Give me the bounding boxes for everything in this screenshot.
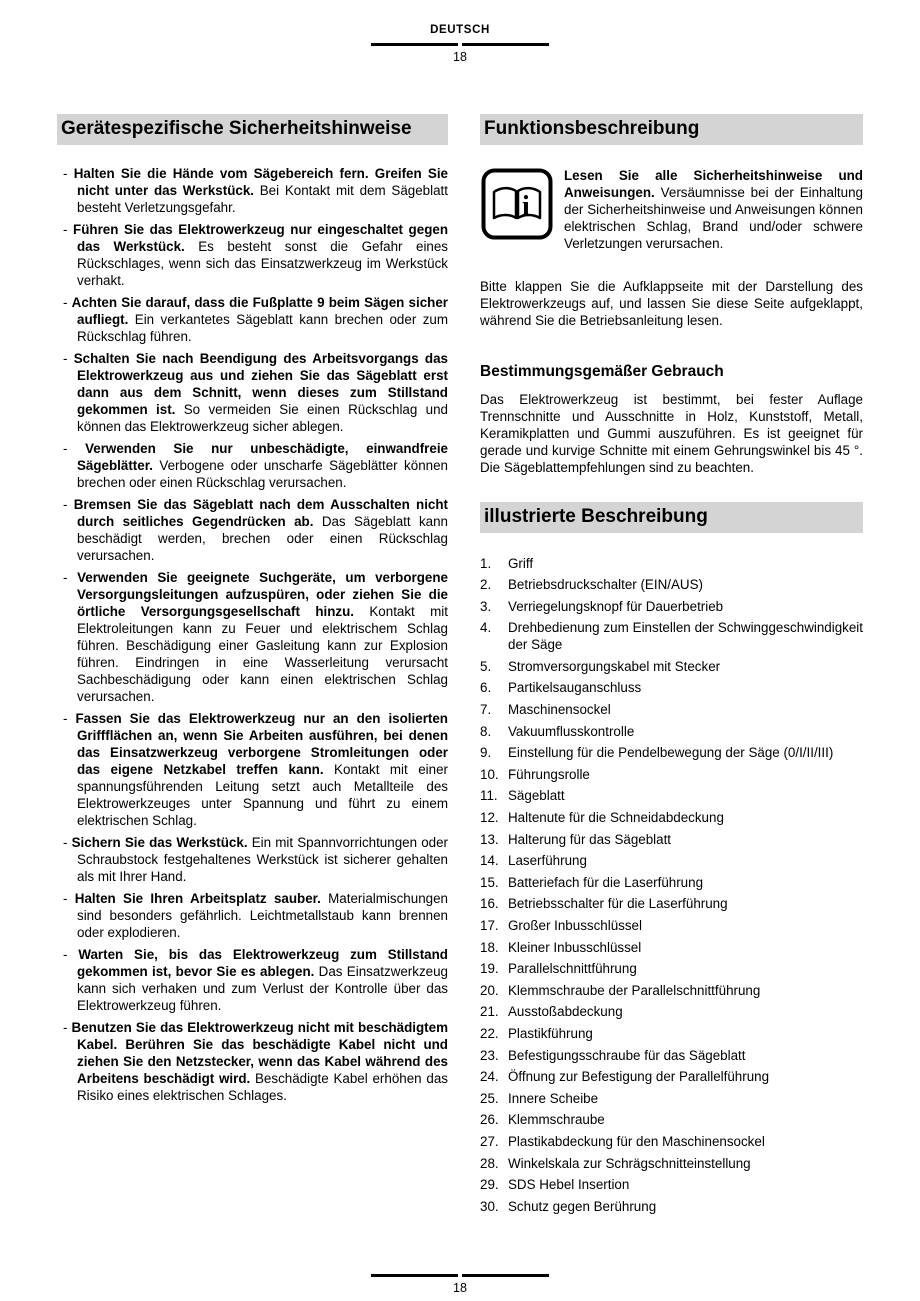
safety-item-bold: Halten Sie Ihren Arbeitsplatz sauber. — [74, 890, 321, 906]
part-item-number: 13. — [480, 831, 499, 847]
part-item-number: 28. — [480, 1155, 499, 1171]
part-item-label: Kleiner Inbusschlüssel — [508, 939, 642, 955]
part-item — [480, 809, 863, 826]
part-item — [480, 1176, 863, 1193]
part-item-number: 2. — [480, 577, 492, 593]
parts-list — [480, 555, 863, 1215]
part-item-number: 1. — [480, 555, 492, 571]
notice-bold-text: Lesen Sie alle Sicherheitshinweise und Anweisungen. — [564, 167, 863, 200]
part-item-label: Laserführung — [508, 853, 587, 869]
part-item-label: Parallelschnittführung — [508, 961, 637, 977]
footer-rule — [371, 1274, 549, 1277]
part-item-number: 3. — [480, 598, 492, 614]
safety-item — [57, 165, 448, 216]
function-section — [480, 114, 863, 1219]
safety-item — [57, 496, 448, 564]
rule-segment — [371, 43, 458, 46]
safety-item — [57, 440, 448, 491]
part-item — [480, 1003, 863, 1020]
safety-item-text: Beschädigte Kabel erhöhen das Risiko eines elektrischen Schlages. — [77, 1070, 448, 1103]
part-item — [480, 1090, 863, 1107]
safety-item-bold: Fassen Sie das Elektrowerkzeug nur an den isolierten Griffflächen an, wenn Sie Arbeiten ausführen, bei denen das Einsatzwerkzeug verborgene Stromleitungen oder das eigene Netzkabel treffen kann. — [75, 710, 448, 777]
notice-rest-text: Versäumnisse bei der Einhaltung der Sicherheitshinweise und Anweisungen können elektrischen Schlag, Brand und/oder schwere Verletzungen verursachen. — [564, 184, 863, 251]
part-item-number: 5. — [480, 658, 492, 674]
part-item-label: Winkelskala zur Schrägschnitteinstellung — [508, 1155, 751, 1171]
part-item — [480, 917, 863, 934]
part-item — [480, 1111, 863, 1128]
part-item — [480, 939, 863, 956]
page-footer — [0, 1267, 920, 1295]
part-item-number: 18. — [480, 939, 499, 955]
part-item-number: 16. — [480, 896, 499, 912]
part-item — [480, 744, 863, 761]
part-item-label: Ausstoßabdeckung — [508, 1004, 623, 1020]
part-item-label: Halterung für das Sägeblatt — [508, 831, 672, 847]
notice-text — [564, 167, 863, 252]
part-item — [480, 1025, 863, 1042]
part-item-number: 17. — [480, 918, 499, 933]
part-item-label: Vakuumflusskontrolle — [508, 723, 635, 739]
part-item — [480, 874, 863, 891]
part-item-label: Partikelsauganschluss — [508, 680, 642, 696]
part-item-label: Stromversorgungskabel mit Stecker — [508, 658, 721, 674]
part-item-number: 8. — [480, 723, 492, 739]
safety-item-bold: Benutzen Sie das Elektrowerkzeug nicht mit beschädigtem Kabel. Berühren Sie das beschädigte Kabel nicht und ziehen Sie den Netzstecker, wenn das Kabel während des Arbeitens beschädigt wird. — [71, 1019, 448, 1086]
part-item-label: Haltenute für die Schneidabdeckung — [508, 810, 724, 826]
part-item — [480, 619, 863, 653]
part-item — [480, 555, 863, 572]
part-item-number: 15. — [480, 874, 499, 890]
illustrated-heading: illustrierte Beschreibung — [480, 502, 863, 533]
safety-item-bold: Verwenden Sie geeignete Suchgeräte, um verborgene Versorgungsleitungen aufzuspüren, oder ziehen Sie die örtliche Versorgungsgesellschaft hinzu. — [77, 569, 448, 619]
part-item-number: 12. — [480, 810, 499, 826]
part-item-label: Plastikabdeckung für den Maschinensockel — [508, 1133, 765, 1149]
part-item — [480, 787, 863, 804]
content-columns — [57, 114, 863, 1219]
safety-item-bold: Sichern Sie das Werkstück. — [71, 834, 248, 850]
safety-heading: Gerätespezifische Sicherheitshinweise — [57, 114, 448, 145]
part-item-number: 6. — [480, 680, 492, 696]
read-manual-notice — [480, 167, 863, 252]
part-item — [480, 1047, 863, 1064]
part-item-label: Betriebsschalter für die Laserführung — [508, 896, 728, 912]
part-item-number: 21. — [480, 1004, 499, 1020]
part-item-number: 11. — [480, 788, 498, 804]
part-item — [480, 679, 863, 696]
part-item-number: 19. — [480, 961, 499, 977]
part-item — [480, 1133, 863, 1150]
part-item-label: Drehbedienung zum Einstellen der Schwinggeschwindigkeit der Säge — [508, 620, 863, 653]
part-item-number: 4. — [480, 620, 492, 636]
part-item-number: 22. — [480, 1025, 499, 1041]
part-item-number: 23. — [480, 1047, 499, 1063]
part-item-label: Führungsrolle — [508, 766, 590, 782]
safety-item-text: So vermeiden Sie einen Rückschlag und können das Elektrowerkzeug sicher ablegen. — [77, 401, 448, 434]
header-page-number: 18 — [453, 50, 467, 64]
svg-text:i: i — [522, 190, 530, 222]
foldout-paragraph: Bitte klappen Sie die Aufklappseite mit der Darstellung des Elektrowerkzeugs auf, und lassen Sie diese Seite aufgeklappt, während Sie die Betriebsanleitung lesen. — [480, 278, 863, 328]
safety-item-text: Kontakt mit Elektroleitungen kann zu Feuer und elektrischem Schlag führen. Beschädigung einer Gasleitung kann zur Explosion führen. Eindringen in eine Wasserleitung verursacht Sachbeschädigung oder kann einen elektrischen Schlag verursachen. — [77, 603, 448, 704]
part-item-label: Großer Inbusschlüssel — [508, 918, 642, 933]
safety-item — [57, 294, 448, 345]
part-item-label: Klemmschraube — [508, 1112, 605, 1128]
part-item — [480, 852, 863, 869]
safety-item-bold: Warten Sie, bis das Elektrowerkzeug zum Stillstand gekommen ist, bevor Sie es ablegen. — [77, 946, 448, 979]
part-item — [480, 598, 863, 615]
part-item-number: 27. — [480, 1133, 499, 1149]
part-item-label: Klemmschraube der Parallelschnittführung — [508, 982, 761, 998]
part-item — [480, 766, 863, 783]
part-item-number: 14. — [480, 853, 499, 869]
footer-page-number: 18 — [453, 1281, 467, 1295]
part-item-number: 20. — [480, 982, 499, 998]
part-item — [480, 1198, 863, 1215]
part-item-number: 24. — [480, 1069, 499, 1085]
safety-item-text: Materialmischungen sind besonders gefährlich. Leichtmetallstaub kann brennen oder explodieren. — [77, 890, 448, 940]
part-item — [480, 982, 863, 999]
part-item-label: Befestigungsschraube für das Sägeblatt — [508, 1047, 746, 1063]
part-item-label: Öffnung zur Befestigung der Parallelführung — [508, 1069, 770, 1085]
safety-item — [57, 1019, 448, 1104]
intended-use-paragraph: Das Elektrowerkzeug ist bestimmt, bei fester Auflage Trennschnitte und Ausschnitte in Holz, Kunststoff, Metall, Keramikplatten und Gummi auszuführen. Es ist geeignet für gerade und kurvige Schnitte mit einem Gehrungswinkel bis 45 °. Die Sägeblattempfehlungen sind zu beachten. — [480, 391, 863, 475]
part-item — [480, 895, 863, 912]
part-item-label: Innere Scheibe — [508, 1090, 599, 1106]
safety-item — [57, 710, 448, 829]
part-item-number: 30. — [480, 1198, 499, 1214]
intended-use-heading: Bestimmungsgemäßer Gebrauch — [480, 362, 724, 380]
safety-item-bold: Verwenden Sie nur unbeschädigte, einwandfreie Sägeblätter. — [77, 440, 448, 473]
safety-item-bold: Bremsen Sie das Sägeblatt nach dem Ausschalten nicht durch seitliches Gegendrücken ab. — [73, 496, 448, 529]
read-instructions-book-icon — [480, 167, 554, 241]
part-item-label: Sägeblatt — [508, 788, 565, 804]
safety-item-text: Das Einsatzwerkzeug kann sich verhaken und zum Verlust der Kontrolle über das Elektrowerkzeug führen. — [77, 963, 449, 1013]
safety-list — [57, 165, 448, 1104]
part-item — [480, 831, 863, 848]
part-item — [480, 723, 863, 740]
part-item-label: Betriebsdruckschalter (EIN/AUS) — [508, 577, 703, 593]
part-item-label: Einstellung für die Pendelbewegung der Säge (0/I/II/III) — [508, 745, 834, 761]
safety-item — [57, 890, 448, 941]
safety-item-text: Verbogene oder unscharfe Sägeblätter können brechen oder einen Rückschlag verursachen. — [77, 457, 448, 490]
part-item-label: Maschinensockel — [508, 702, 611, 718]
safety-item — [57, 834, 448, 885]
part-item-number: 9. — [480, 745, 492, 761]
safety-item — [57, 569, 448, 705]
part-item — [480, 658, 863, 675]
safety-item — [57, 221, 448, 289]
safety-item-bold: Achten Sie darauf, dass die Fußplatte 9 beim Sägen sicher aufliegt. — [71, 294, 448, 327]
safety-item-text: Bei Kontakt mit dem Sägeblatt besteht Verletzungsgefahr. — [77, 182, 448, 215]
part-item — [480, 960, 863, 977]
safety-item-text: Ein mit Spannvorrichtungen oder Schraubstock festgehaltenes Werkstück ist sicherer gehalten als mit Ihrer Hand. — [77, 834, 448, 884]
rule-segment — [371, 1274, 458, 1277]
rule-segment — [462, 43, 549, 46]
language-label: DEUTSCH — [430, 24, 490, 36]
safety-item-bold: Halten Sie die Hände vom Sägebereich fern. Greifen Sie nicht unter das Werkstück. — [73, 165, 448, 198]
part-item-label: Plastikführung — [508, 1025, 593, 1041]
function-heading: Funktionsbeschreibung — [480, 114, 863, 145]
safety-item-text: Es besteht sonst die Gefahr eines Rückschlages, wenn sich das Einsatzwerkzeug im Werkstück verhakt. — [77, 238, 449, 288]
safety-item — [57, 946, 448, 1014]
safety-item-text: Das Sägeblatt kann beschädigt werden, brechen oder einen Rückschlag verursachen. — [77, 513, 448, 563]
part-item — [480, 576, 863, 593]
rule-segment — [462, 1274, 549, 1277]
safety-item-text: Kontakt mit einer spannungsführenden Leitung setzt auch Metallteile des Elektrowerkzeuges unter Spannung und führt zu einem elektrischen Schlag. — [77, 761, 448, 828]
part-item-number: 26. — [480, 1112, 499, 1128]
part-item-number: 10. — [480, 766, 499, 782]
part-item-label: Verriegelungsknopf für Dauerbetrieb — [508, 598, 724, 614]
page-header — [57, 24, 863, 64]
part-item-label: Batteriefach für die Laserführung — [508, 874, 704, 890]
part-item-number: 7. — [480, 702, 492, 718]
part-item — [480, 701, 863, 718]
part-item-label: Griff — [508, 555, 534, 571]
header-rule — [371, 43, 549, 46]
part-item-number: 29. — [480, 1177, 499, 1193]
safety-item-text: Ein verkantetes Sägeblatt kann brechen oder zum Rückschlag führen. — [77, 311, 448, 344]
part-item-label: Schutz gegen Berührung — [508, 1198, 657, 1214]
part-item-label: SDS Hebel Insertion — [508, 1177, 630, 1193]
part-item — [480, 1068, 863, 1085]
part-item-number: 25. — [480, 1090, 499, 1106]
safety-section — [57, 114, 448, 1219]
safety-item — [57, 350, 448, 435]
safety-item-bold: Schalten Sie nach Beendigung des Arbeitsvorgangs das Elektrowerkzeug aus und ziehen Sie das Sägeblatt erst dann aus dem Schnitt, wenn dieses zum Stillstand gekommen ist. — [73, 350, 449, 417]
safety-item-bold: Führen Sie das Elektrowerkzeug nur eingeschaltet gegen das Werkstück. — [73, 221, 448, 254]
part-item — [480, 1155, 863, 1172]
